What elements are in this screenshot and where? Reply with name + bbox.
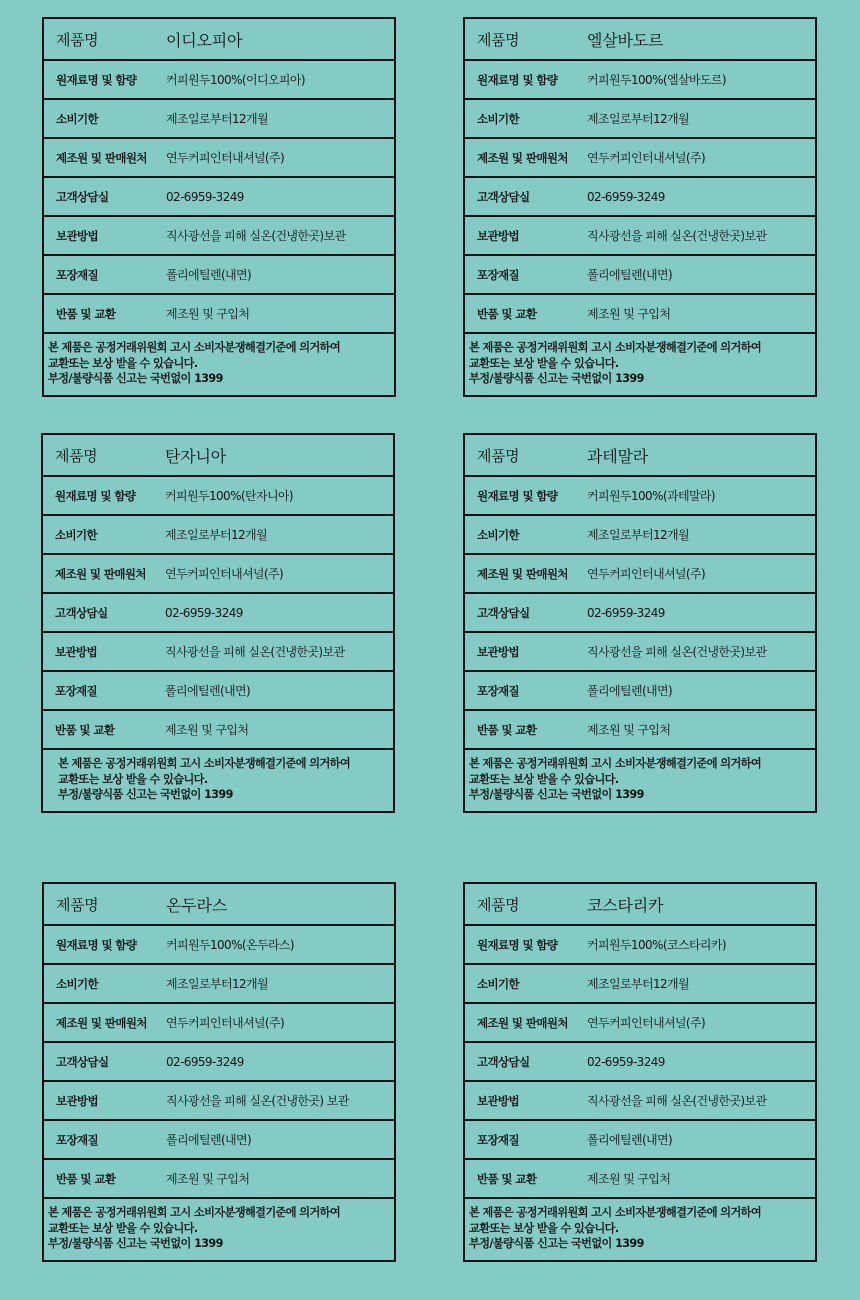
return-row: [465, 295, 815, 334]
packaging-value: 폴리에틸렌(내면): [587, 684, 673, 698]
maker-value: 연두커피인터내셔널(주): [165, 567, 284, 581]
product-name-row: [44, 19, 394, 61]
product-name-row: [43, 435, 393, 477]
expiry-value: 제조일로부터12개월: [166, 977, 269, 991]
contact-key: 고객상담실: [477, 1054, 530, 1069]
maker-value: 연두커피인터내셔널(주): [166, 1016, 285, 1030]
packaging-row: [465, 672, 815, 711]
maker-value: 연두커피인터내셔널(주): [166, 151, 285, 165]
ingredient-value: 커피원두100%(온두라스): [166, 938, 295, 952]
contact-key: 고객상담실: [55, 605, 108, 620]
ingredient-row: [465, 926, 815, 965]
return-key: 반품 및 교환: [56, 1171, 116, 1186]
storage-key: 보관방법: [477, 228, 520, 243]
product-name-value: 탄자니아: [165, 446, 227, 466]
storage-value: 직사광선을 피해 실온(건냉한곳) 보관: [166, 1094, 349, 1108]
packaging-row: [465, 1121, 815, 1160]
return-value: 제조원 및 구입처: [587, 1172, 671, 1186]
packaging-value: 폴리에틸렌(내면): [166, 268, 252, 282]
notice-block: [43, 750, 393, 811]
product-name-value: 이디오피아: [166, 30, 243, 50]
ingredient-value: 커피원두100%(이디오피아): [166, 73, 305, 87]
contact-row: [465, 178, 815, 217]
contact-key: 고객상담실: [56, 1054, 109, 1069]
product-label-card: [463, 882, 817, 1262]
storage-value: 직사광선을 피해 실온(건냉한곳)보관: [166, 229, 346, 243]
packaging-value: 폴리에틸렌(내면): [587, 1133, 673, 1147]
product-name-row: [465, 435, 815, 477]
return-value: 제조원 및 구입처: [166, 307, 250, 321]
contact-value: 02-6959-3249: [587, 189, 665, 204]
return-value: 제조원 및 구입처: [587, 723, 671, 737]
notice-block: [44, 334, 394, 395]
notice-line-3: 부정/불량식품 신고는 국번없이 1399: [469, 372, 644, 385]
notice-line-3: 부정/불량식품 신고는 국번없이 1399: [469, 788, 644, 801]
storage-row: [465, 217, 815, 256]
expiry-key: 소비기한: [56, 111, 99, 126]
maker-key: 제조원 및 판매원처: [477, 150, 568, 165]
contact-value: 02-6959-3249: [166, 189, 244, 204]
return-value: 제조원 및 구입처: [587, 307, 671, 321]
maker-key: 제조원 및 판매원처: [477, 566, 568, 581]
notice-block: [465, 750, 815, 811]
return-row: [465, 1160, 815, 1199]
packaging-row: [465, 256, 815, 295]
notice-line-3: 부정/불량식품 신고는 국번없이 1399: [469, 1237, 644, 1250]
return-row: [465, 711, 815, 750]
expiry-row: [465, 965, 815, 1004]
product-name-row: [465, 19, 815, 61]
expiry-row: [44, 100, 394, 139]
packaging-value: 폴리에틸렌(내면): [165, 684, 251, 698]
storage-row: [465, 1082, 815, 1121]
product-name-key: 제품명: [55, 446, 98, 465]
maker-row: [465, 1004, 815, 1043]
ingredient-value: 커피원두100%(코스타리카): [587, 938, 726, 952]
ingredient-value: 커피원두100%(엘살바도르): [587, 73, 726, 87]
maker-value: 연두커피인터내셔널(주): [587, 151, 706, 165]
ingredient-key: 원재료명 및 함량: [477, 937, 558, 952]
storage-key: 보관방법: [477, 1093, 520, 1108]
return-value: 제조원 및 구입처: [166, 1172, 250, 1186]
expiry-key: 소비기한: [477, 976, 520, 991]
packaging-key: 포장재질: [477, 267, 520, 282]
expiry-row: [465, 100, 815, 139]
contact-row: [465, 1043, 815, 1082]
contact-key: 고객상담실: [56, 189, 109, 204]
storage-key: 보관방법: [56, 228, 99, 243]
packaging-row: [43, 672, 393, 711]
maker-row: [43, 555, 393, 594]
expiry-value: 제조일로부터12개월: [587, 528, 690, 542]
return-key: 반품 및 교환: [477, 722, 537, 737]
contact-row: [44, 178, 394, 217]
product-label-card: [42, 882, 396, 1262]
product-name-key: 제품명: [56, 895, 99, 914]
expiry-row: [44, 965, 394, 1004]
contact-key: 고객상담실: [477, 189, 530, 204]
maker-row: [44, 1004, 394, 1043]
ingredient-row: [44, 926, 394, 965]
product-name-key: 제품명: [477, 895, 520, 914]
notice-block: [44, 1199, 394, 1260]
ingredient-value: 커피원두100%(과테말라): [587, 489, 716, 503]
maker-row: [465, 139, 815, 178]
product-name-value: 엘살바도르: [587, 30, 664, 50]
return-key: 반품 및 교환: [477, 306, 537, 321]
contact-row: [44, 1043, 394, 1082]
notice-line-1: 본 제품은 공정거래위원회 고시 소비자분쟁해결기준에 의거하여: [469, 1206, 762, 1219]
expiry-value: 제조일로부터12개월: [165, 528, 268, 542]
packaging-row: [44, 256, 394, 295]
notice-line-1: 본 제품은 공정거래위원회 고시 소비자분쟁해결기준에 의거하여: [469, 757, 762, 770]
contact-row: [465, 594, 815, 633]
expiry-value: 제조일로부터12개월: [166, 112, 269, 126]
storage-row: [43, 633, 393, 672]
storage-key: 보관방법: [477, 644, 520, 659]
packaging-key: 포장재질: [477, 683, 520, 698]
return-row: [44, 1160, 394, 1199]
maker-value: 연두커피인터내셔널(주): [587, 567, 706, 581]
expiry-key: 소비기한: [477, 111, 520, 126]
ingredient-key: 원재료명 및 함량: [56, 72, 137, 87]
contact-row: [43, 594, 393, 633]
packaging-key: 포장재질: [477, 1132, 520, 1147]
notice-line-2: 교환또는 보상 받을 수 있습니다.: [58, 772, 208, 786]
expiry-row: [43, 516, 393, 555]
storage-row: [44, 217, 394, 256]
return-value: 제조원 및 구입처: [165, 723, 249, 737]
notice-line-2: 교환또는 보상 받을 수 있습니다.: [469, 356, 619, 370]
product-label-card: [41, 433, 395, 813]
notice-line-3: 부정/불량식품 신고는 국번없이 1399: [48, 1237, 223, 1250]
contact-value: 02-6959-3249: [165, 605, 243, 620]
maker-row: [44, 139, 394, 178]
expiry-value: 제조일로부터12개월: [587, 977, 690, 991]
ingredient-key: 원재료명 및 함량: [477, 488, 558, 503]
notice-line-3: 부정/불량식품 신고는 국번없이 1399: [58, 788, 233, 801]
contact-key: 고객상담실: [477, 605, 530, 620]
ingredient-key: 원재료명 및 함량: [56, 937, 137, 952]
product-name-value: 과테말라: [587, 446, 649, 466]
contact-value: 02-6959-3249: [166, 1054, 244, 1069]
ingredient-row: [465, 477, 815, 516]
storage-value: 직사광선을 피해 실온(건냉한곳)보관: [165, 645, 345, 659]
storage-value: 직사광선을 피해 실온(건냉한곳)보관: [587, 229, 767, 243]
maker-key: 제조원 및 판매원처: [55, 566, 146, 581]
packaging-value: 폴리에틸렌(내면): [587, 268, 673, 282]
product-name-value: 온두라스: [166, 895, 228, 915]
packaging-key: 포장재질: [55, 683, 98, 698]
contact-value: 02-6959-3249: [587, 1054, 665, 1069]
expiry-row: [465, 516, 815, 555]
storage-value: 직사광선을 피해 실온(건냉한곳)보관: [587, 1094, 767, 1108]
product-name-row: [465, 884, 815, 926]
notice-line-1: 본 제품은 공정거래위원회 고시 소비자분쟁해결기준에 의거하여: [58, 757, 351, 770]
expiry-key: 소비기한: [477, 527, 520, 542]
packaging-key: 포장재질: [56, 267, 99, 282]
return-row: [43, 711, 393, 750]
ingredient-key: 원재료명 및 함량: [477, 72, 558, 87]
packaging-value: 폴리에틸렌(내면): [166, 1133, 252, 1147]
product-label-card: [463, 17, 817, 397]
expiry-value: 제조일로부터12개월: [587, 112, 690, 126]
ingredient-value: 커피원두100%(탄자니아): [165, 489, 294, 503]
return-key: 반품 및 교환: [56, 306, 116, 321]
packaging-key: 포장재질: [56, 1132, 99, 1147]
ingredient-row: [43, 477, 393, 516]
packaging-row: [44, 1121, 394, 1160]
maker-key: 제조원 및 판매원처: [56, 1015, 147, 1030]
storage-row: [44, 1082, 394, 1121]
product-name-key: 제품명: [477, 30, 520, 49]
storage-value: 직사광선을 피해 실온(건냉한곳)보관: [587, 645, 767, 659]
notice-line-2: 교환또는 보상 받을 수 있습니다.: [48, 356, 198, 370]
ingredient-row: [465, 61, 815, 100]
product-name-row: [44, 884, 394, 926]
storage-row: [465, 633, 815, 672]
expiry-key: 소비기한: [56, 976, 99, 991]
notice-line-2: 교환또는 보상 받을 수 있습니다.: [48, 1221, 198, 1235]
maker-key: 제조원 및 판매원처: [56, 150, 147, 165]
ingredient-row: [44, 61, 394, 100]
notice-line-1: 본 제품은 공정거래위원회 고시 소비자분쟁해결기준에 의거하여: [48, 341, 341, 354]
ingredient-key: 원재료명 및 함량: [55, 488, 136, 503]
notice-line-2: 교환또는 보상 받을 수 있습니다.: [469, 772, 619, 786]
notice-line-3: 부정/불량식품 신고는 국번없이 1399: [48, 372, 223, 385]
notice-line-1: 본 제품은 공정거래위원회 고시 소비자분쟁해결기준에 의거하여: [469, 341, 762, 354]
product-name-value: 코스타리카: [587, 895, 664, 915]
notice-block: [465, 1199, 815, 1260]
return-key: 반품 및 교환: [477, 1171, 537, 1186]
notice-line-1: 본 제품은 공정거래위원회 고시 소비자분쟁해결기준에 의거하여: [48, 1206, 341, 1219]
return-key: 반품 및 교환: [55, 722, 115, 737]
contact-value: 02-6959-3249: [587, 605, 665, 620]
storage-key: 보관방법: [55, 644, 98, 659]
notice-line-2: 교환또는 보상 받을 수 있습니다.: [469, 1221, 619, 1235]
product-name-key: 제품명: [477, 446, 520, 465]
return-row: [44, 295, 394, 334]
expiry-key: 소비기한: [55, 527, 98, 542]
maker-value: 연두커피인터내셔널(주): [587, 1016, 706, 1030]
maker-row: [465, 555, 815, 594]
product-label-card: [463, 433, 817, 813]
product-name-key: 제품명: [56, 30, 99, 49]
notice-block: [465, 334, 815, 395]
product-label-card: [42, 17, 396, 397]
storage-key: 보관방법: [56, 1093, 99, 1108]
maker-key: 제조원 및 판매원처: [477, 1015, 568, 1030]
